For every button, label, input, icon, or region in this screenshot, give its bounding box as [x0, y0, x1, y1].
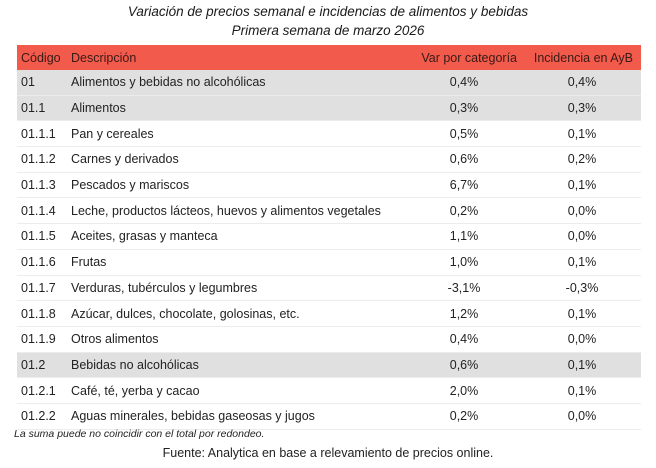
cell-code: 01.1.9: [17, 326, 67, 352]
price-table: [17, 45, 641, 430]
table-row: [17, 352, 641, 378]
table-row: [17, 326, 641, 352]
cell-code: 01.1.2: [17, 147, 67, 173]
table-row: [17, 121, 641, 147]
table-row: [17, 378, 641, 404]
cell-code: 01.1.7: [17, 275, 67, 301]
cell-description: Alimentos y bebidas no alcohólicas: [67, 70, 405, 95]
cell-code: 01.2.2: [17, 403, 67, 429]
table-row: [17, 70, 641, 95]
cell-var: 0,3%: [405, 95, 523, 121]
table-row: [17, 301, 641, 327]
cell-description: Pan y cereales: [67, 121, 405, 147]
cell-description: Carnes y derivados: [67, 147, 405, 173]
table-row: [17, 95, 641, 121]
cell-incidence: -0,3%: [523, 275, 641, 301]
cell-description: Pescados y mariscos: [67, 172, 405, 198]
cell-code: 01.1.6: [17, 249, 67, 275]
cell-incidence: 0,0%: [523, 403, 641, 429]
cell-code: 01.1.5: [17, 224, 67, 250]
cell-description: Azúcar, dulces, chocolate, golosinas, etc.: [67, 301, 405, 327]
cell-description: Verduras, tubérculos y legumbres: [67, 275, 405, 301]
cell-code: 01.1: [17, 95, 67, 121]
cell-var: 0,5%: [405, 121, 523, 147]
cell-description: Bebidas no alcohólicas: [67, 352, 405, 378]
cell-var: 6,7%: [405, 172, 523, 198]
cell-var: 0,4%: [405, 70, 523, 95]
title-block: [0, 2, 656, 40]
header-incidence: Incidencia en AyB: [523, 45, 641, 70]
cell-incidence: 0,0%: [523, 224, 641, 250]
table-row: [17, 172, 641, 198]
cell-description: Alimentos: [67, 95, 405, 121]
cell-incidence: 0,2%: [523, 147, 641, 173]
cell-incidence: 0,1%: [523, 352, 641, 378]
header-code: Código: [17, 45, 67, 70]
cell-code: 01: [17, 70, 67, 95]
cell-var: 2,0%: [405, 378, 523, 404]
cell-var: 0,6%: [405, 147, 523, 173]
cell-description: Frutas: [67, 249, 405, 275]
cell-code: 01.2: [17, 352, 67, 378]
table-row: [17, 249, 641, 275]
cell-description: Otros alimentos: [67, 326, 405, 352]
cell-var: 0,4%: [405, 326, 523, 352]
header-var: Var por categoría: [405, 45, 523, 70]
cell-incidence: 0,1%: [523, 378, 641, 404]
footnote: La suma puede no coincidir con el total por redondeo.: [14, 428, 265, 440]
cell-code: 01.1.4: [17, 198, 67, 224]
source-note: Fuente: Analytica en base a relevamiento de precios online.: [162, 446, 494, 460]
cell-var: 1,0%: [405, 249, 523, 275]
cell-incidence: 0,1%: [523, 249, 641, 275]
table-body: [17, 70, 641, 429]
cell-description: Café, té, yerba y cacao: [67, 378, 405, 404]
cell-incidence: 0,0%: [523, 326, 641, 352]
cell-incidence: 0,1%: [523, 301, 641, 327]
title-line-2: Primera semana de marzo 2026: [231, 23, 425, 38]
cell-incidence: 0,1%: [523, 172, 641, 198]
cell-description: Leche, productos lácteos, huevos y alimentos vegetales: [67, 198, 405, 224]
table-header-row: [17, 45, 641, 70]
cell-var: 0,2%: [405, 198, 523, 224]
cell-incidence: 0,0%: [523, 198, 641, 224]
cell-description: Aguas minerales, bebidas gaseosas y jugos: [67, 403, 405, 429]
cell-incidence: 0,4%: [523, 70, 641, 95]
cell-incidence: 0,3%: [523, 95, 641, 121]
table-row: [17, 147, 641, 173]
title-line-1: Variación de precios semanal e incidencias de alimentos y bebidas: [127, 4, 529, 19]
cell-code: 01.1.3: [17, 172, 67, 198]
cell-var: -3,1%: [405, 275, 523, 301]
cell-code: 01.2.1: [17, 378, 67, 404]
cell-var: 0,2%: [405, 403, 523, 429]
cell-code: 01.1.1: [17, 121, 67, 147]
table-row: [17, 275, 641, 301]
cell-var: 1,2%: [405, 301, 523, 327]
cell-var: 0,6%: [405, 352, 523, 378]
cell-var: 1,1%: [405, 224, 523, 250]
table-row: [17, 198, 641, 224]
header-description: Descripción: [67, 45, 405, 70]
cell-code: 01.1.8: [17, 301, 67, 327]
table-row: [17, 403, 641, 429]
cell-description: Aceites, grasas y manteca: [67, 224, 405, 250]
table-row: [17, 224, 641, 250]
cell-incidence: 0,1%: [523, 121, 641, 147]
